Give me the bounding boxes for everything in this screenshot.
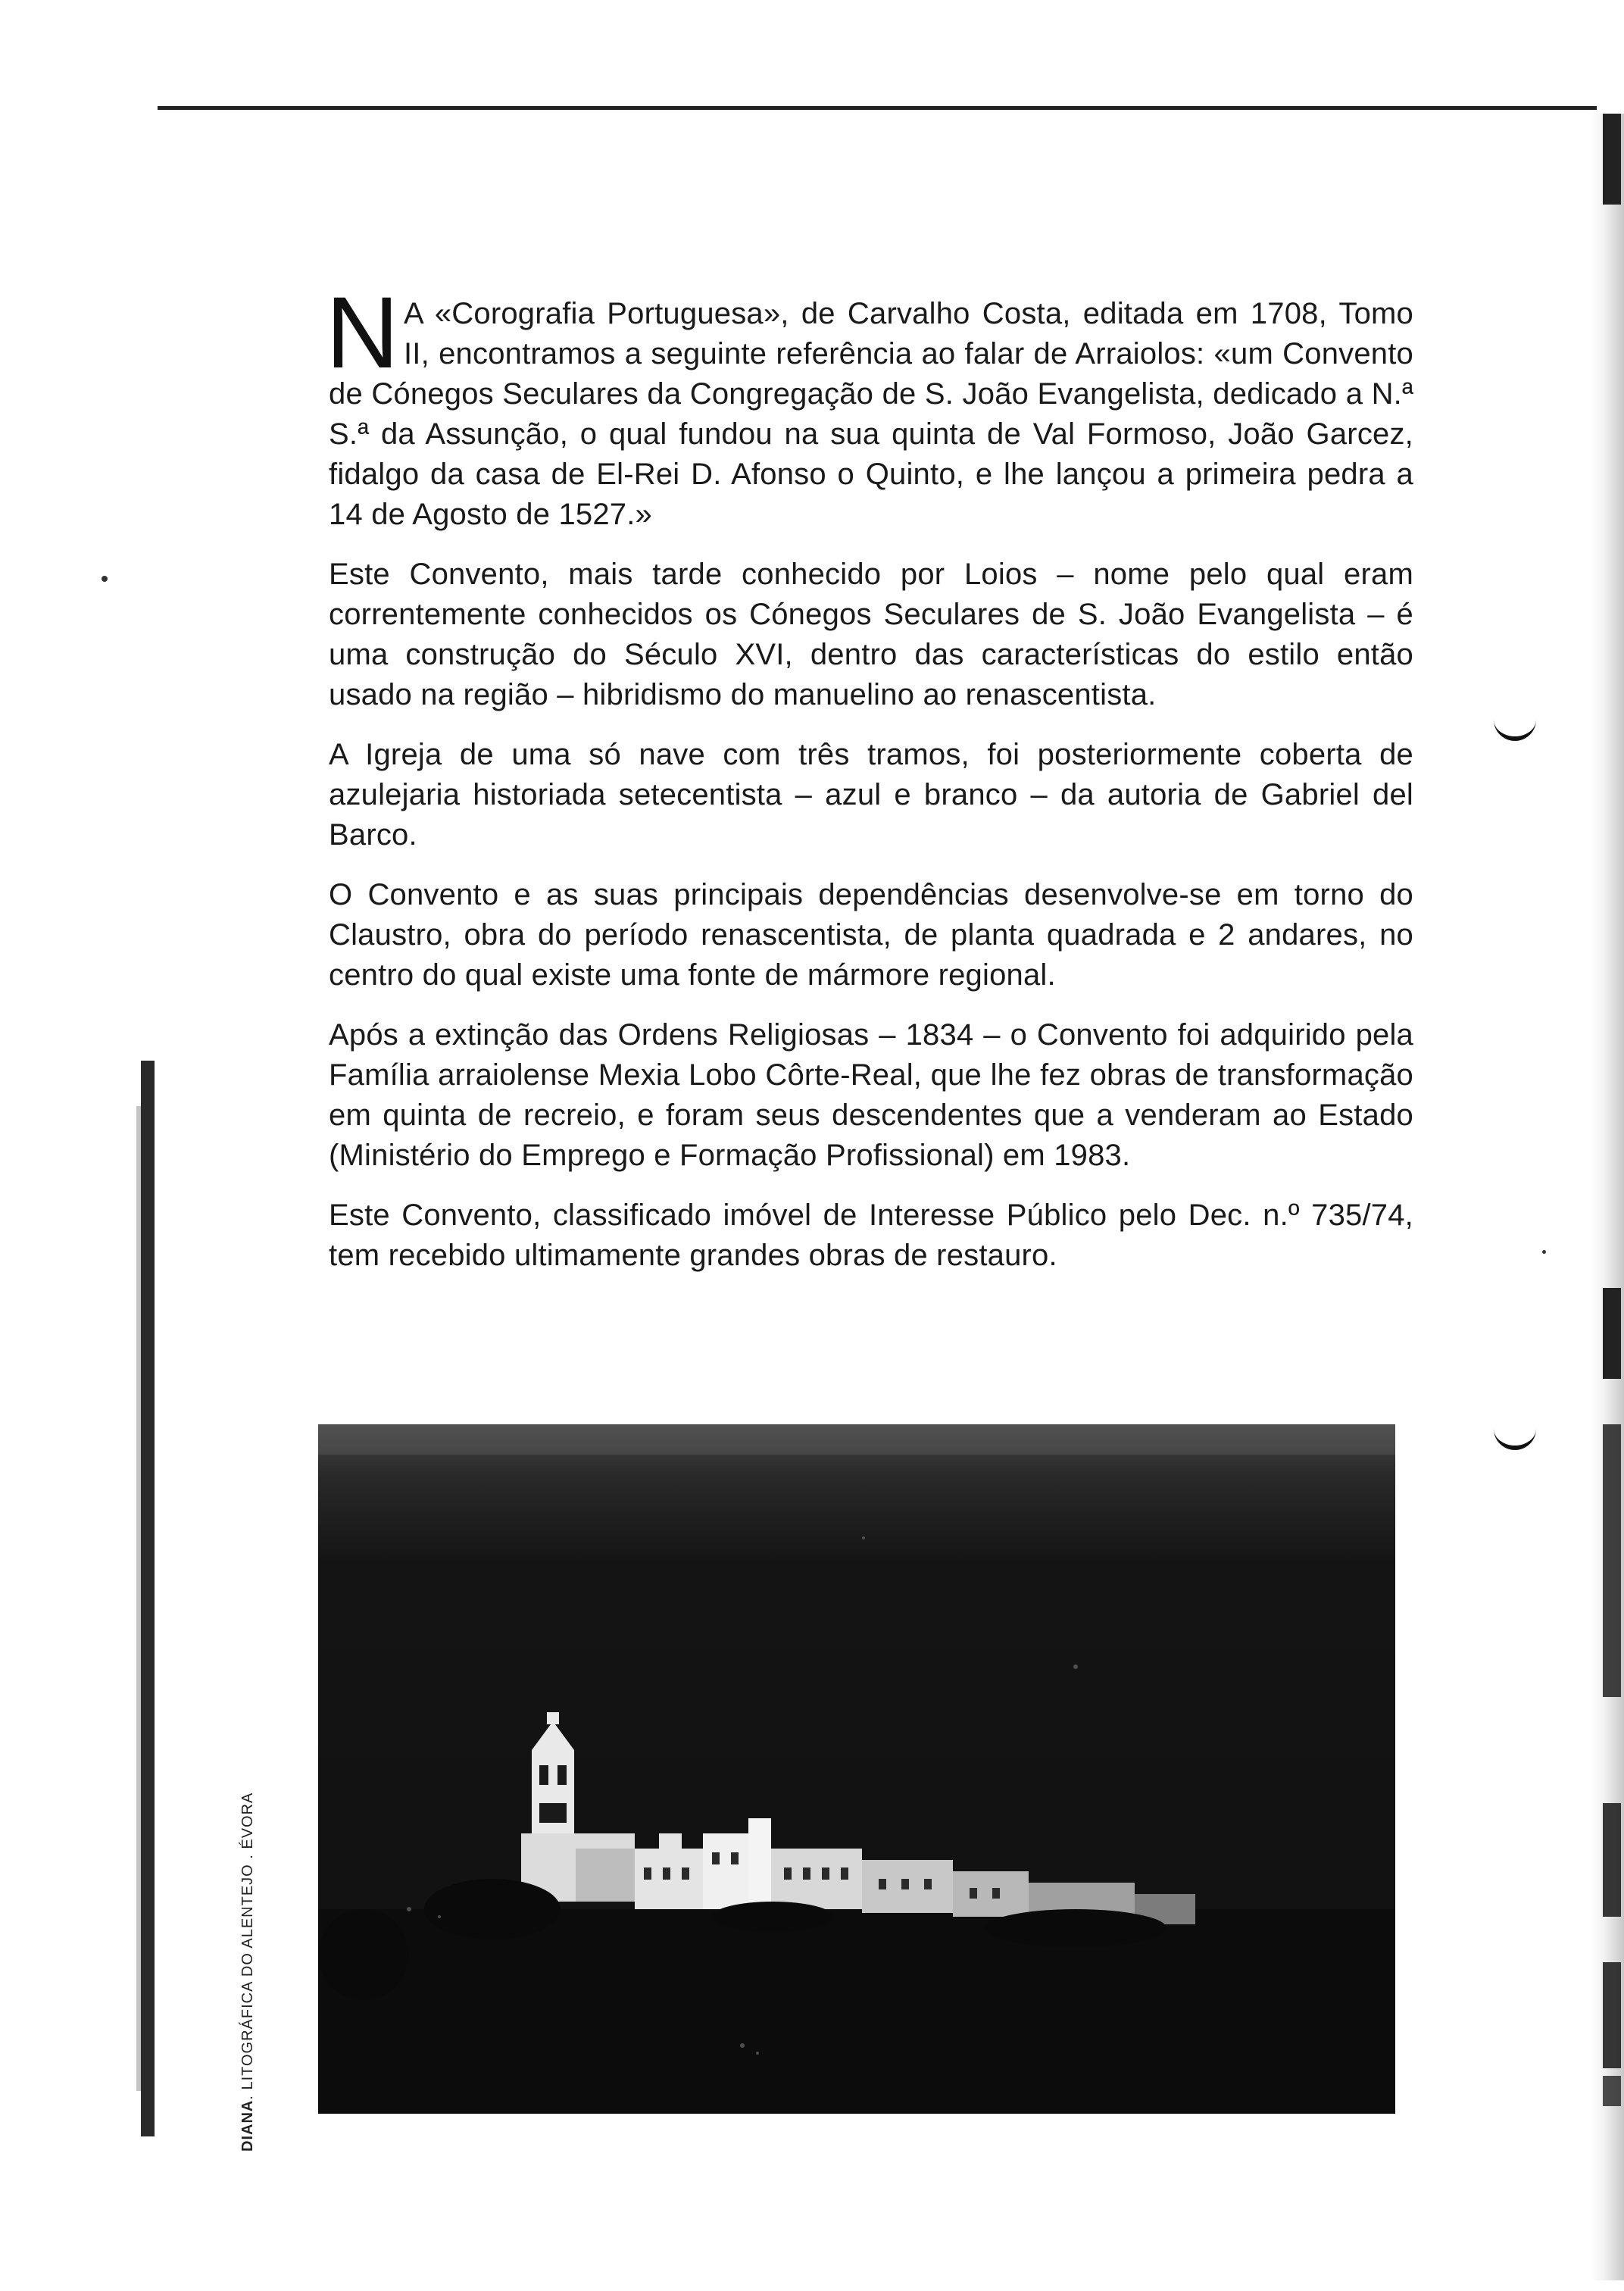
printer-credit [239, 1792, 257, 2152]
scan-edge-mark [1603, 1424, 1621, 1697]
printer-credit-text: . LITOGRÁFICA DO ALENTEJO . ÉVORA [239, 1792, 256, 2100]
paragraph: A Igreja de uma só nave com três tramos, foi posteriormente coberta de azulejaria historiada setecentista – azul e branco – da autoria de Gabriel del Barco. [329, 738, 1413, 852]
scan-edge-mark [1603, 1803, 1621, 1917]
scan-speck [102, 576, 108, 582]
scan-edge-shadow [1591, 114, 1624, 2280]
printer-brand: DIANA [239, 2099, 256, 2152]
article-body [326, 277, 1413, 1296]
paragraph: Após a extinção das Ordens Religiosas – 1834 – o Convento foi adquirido pela Família arraiolense Mexia Lobo Côrte-Real, que lhe fez obras de transformação em quinta de recreio, e foram seus descendentes que a venderam ao Estado (Ministério do Emprego e Formação Profissional) em 1983. [329, 1018, 1413, 1172]
binding-strip [141, 1061, 155, 2136]
dropcap: N [326, 277, 399, 389]
scan-bracket-mark [1494, 1429, 1536, 1450]
paragraph: Este Convento, classificado imóvel de Interesse Público pelo Dec. n.º 735/74, tem recebido ultimamente grandes obras de restauro. [329, 1199, 1413, 1272]
scan-edge-mark [1603, 1288, 1621, 1379]
paragraph: O Convento e as suas principais dependências desenvolve-se em torno do Claustro, obra do período renascentista, de planta quadrada e 2 andares, no centro do qual existe uma fonte de mármore regional. [329, 878, 1413, 992]
scan-edge-mark [1603, 2076, 1621, 2106]
convent-photo [318, 1424, 1395, 2114]
scan-edge-mark [1603, 114, 1621, 205]
top-rule [158, 106, 1597, 110]
paragraph-text: A «Corografia Portuguesa», de Carvalho Costa, editada em 1708, Tomo II, encontramos a seguinte referência ao falar de Arraiolos: «um Convento de Cónegos Seculares da Congregação de S. João Evangelista, dedicado a N.ª S.ª da Assunção, o qual fundou na sua quinta de Val Formoso, João Garcez, fidalgo da casa de El-Rei D. Afonso o Quinto, e lhe lançou a primeira pedra a 14 de Agosto de 1527.» [329, 297, 1413, 531]
scan-edge-mark [1603, 1962, 1621, 2068]
paragraph: Este Convento, mais tarde conhecido por Loios – nome pelo qual eram correntemente conhecidos os Cónegos Seculares de S. João Evangelista – é uma construção do Século XVI, dentro das características do estilo então usado na região – hibridismo do manuelino ao renascentista. [329, 558, 1413, 711]
scan-bracket-mark [1494, 720, 1536, 741]
paragraph [326, 277, 1413, 535]
scan-speck [1542, 1250, 1546, 1254]
